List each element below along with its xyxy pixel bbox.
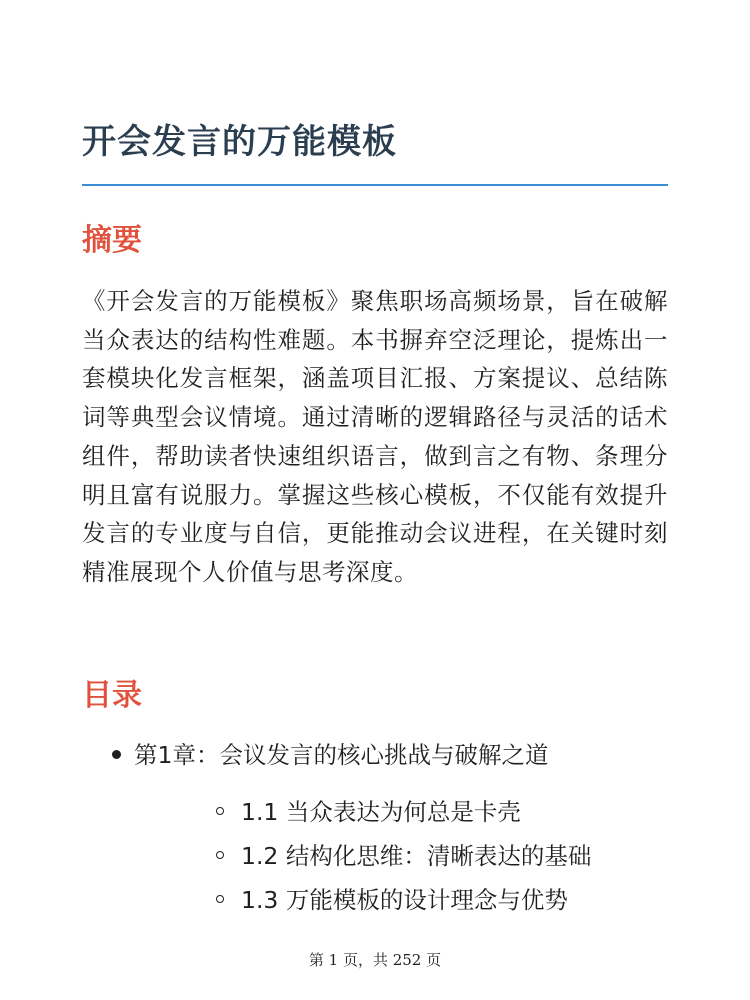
bullet-circle-icon <box>216 851 224 859</box>
abstract-paragraph: 《开会发言的万能模板》聚焦职场高频场景，旨在破解当众表达的结构性难题。本书摒弃空泛理论，提炼出一套模块化发言框架，涵盖项目汇报、方案提议、总结陈词等典型会议情境。通过清晰的逻辑路径与灵活的话术组件，帮助读者快速组织语言，做到言之有物、条理分明且富有说服力。掌握这些核心模板，不仅能有效提升发言的专业度与自信，更能推动会议进程，在关键时刻精准展现个人价值与思考深度。 <box>82 287 668 586</box>
toc-section-list <box>134 790 668 922</box>
toc-section-label: 1.1 当众表达为何总是卡壳 <box>241 798 521 826</box>
toc-chapter-label: 第1章：会议发言的核心挑战与破解之道 <box>134 741 549 769</box>
abstract-heading: 摘要 <box>82 223 142 258</box>
toc-list <box>82 736 668 922</box>
document-title: 开会发言的万能模板 <box>82 122 397 162</box>
toc-section-label: 1.2 结构化思维：清晰表达的基础 <box>241 842 592 870</box>
title-divider <box>82 184 668 186</box>
bullet-dot-icon <box>112 750 121 759</box>
toc-section-item <box>134 834 668 878</box>
toc-section-item <box>134 790 668 834</box>
toc-heading: 目录 <box>82 678 142 713</box>
bullet-circle-icon <box>216 895 224 903</box>
toc-section-label: 1.3 万能模板的设计理念与优势 <box>241 886 568 914</box>
bullet-circle-icon <box>216 807 224 815</box>
toc-chapter-item <box>82 736 668 922</box>
toc-section-item <box>134 878 668 922</box>
page-number-footer: 第 1 页，共 252 页 <box>308 951 442 969</box>
